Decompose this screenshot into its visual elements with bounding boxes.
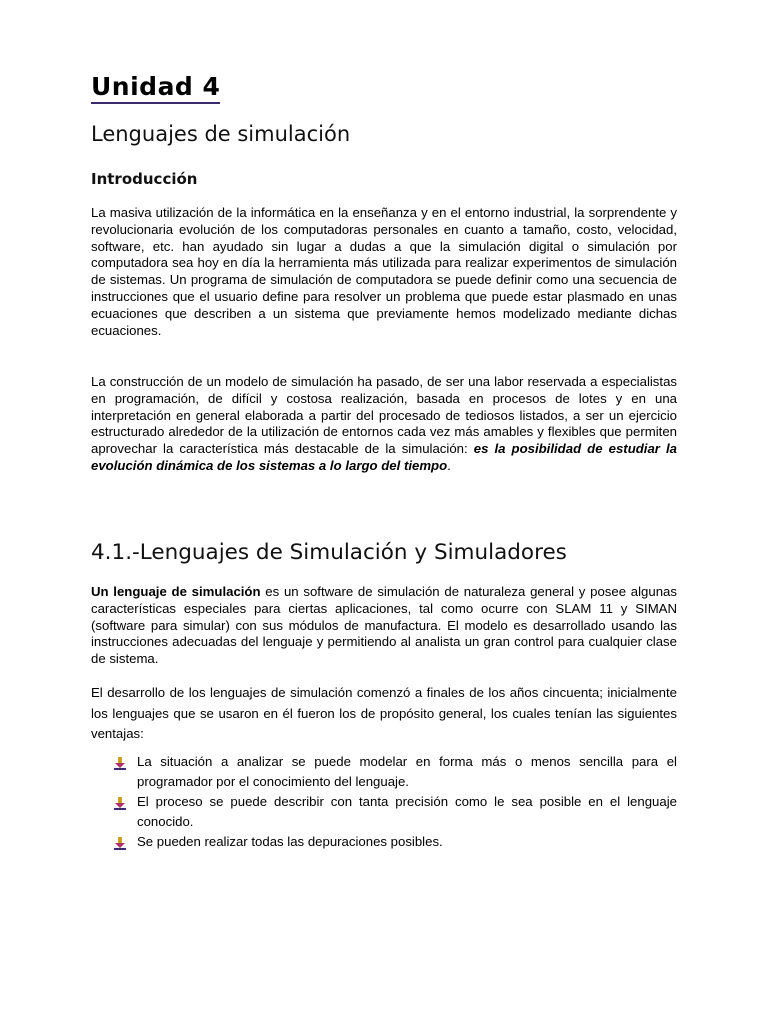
section-heading: 4.1.-Lenguajes de Simulación y Simuladores — [91, 540, 567, 565]
advantages-list — [91, 752, 677, 852]
list-item — [91, 792, 677, 832]
list-item-text: Se pueden realizar todas las depuraciones posibles. — [137, 834, 443, 849]
intro-paragraph-2-text: La construcción de un modelo de simulación ha pasado, de ser una labor reservada a especialistas en programación, de difícil y costosa realización, basada en procesos de lotes y en una interpretación en general elaborada a partir del procesado de tediosos listados, a ser un ejercicio estructurado alrededor de la utilización de entornos cada vez más amables y flexibles que permiten aprovechar la característica más destacable de la simulación: — [91, 374, 677, 457]
intro-paragraph-2 — [91, 374, 677, 475]
list-item — [91, 752, 677, 792]
arrow-bullet-icon — [113, 836, 127, 850]
chapter-title: Lenguajes de simulación — [91, 122, 351, 146]
list-item-text: El proceso se puede describir con tanta precisión como le sea posible en el lenguaje conocido. — [137, 794, 677, 829]
intro-paragraph-2-end: . — [447, 457, 451, 473]
list-item — [91, 832, 677, 852]
section-paragraph-2: El desarrollo de los lenguajes de simulación comenzó a finales de los años cincuenta; inicialmente los lenguajes que se usaron en él fueron los de propósito general, los cuales tenían las siguientes ventajas: — [91, 685, 677, 741]
intro-heading: Introducción — [91, 170, 198, 188]
section-paragraph-1 — [91, 584, 677, 668]
intro-paragraph-1: La masiva utilización de la informática en la enseñanza y en el entorno industrial, la sorprendente y revolucionaria evolución de los computadoras personales en cuanto a tamaño, costo, velocidad, software, etc. han ayudado sin lugar a dudas a que la simulación digital o simulación por computadora sea hoy en día la herramienta más utilizada para realizar experimentos de simulación de sistemas. Un programa de simulación de computadora se puede definir como una secuencia de instrucciones que el usuario define para resolver un problema que puede estar plasmado en unas ecuaciones que describen a un sistema que previamente hemos modelizado mediante dichas ecuaciones. — [91, 205, 677, 338]
list-item-text: La situación a analizar se puede modelar en forma más o menos sencilla para el programador por el conocimiento del lenguaje. — [137, 754, 677, 789]
arrow-bullet-icon — [113, 756, 127, 770]
section-paragraph-1-bold: Un lenguaje de simulación — [91, 584, 261, 599]
arrow-bullet-icon — [113, 796, 127, 810]
intro-paragraph-2-emphasis: es la posibilidad de estudiar la evolución dinámica de los sistemas a lo largo del tiempo — [91, 441, 677, 473]
section-paragraph-1-text: es un software de simulación de naturaleza general y posee algunas características especiales para ciertas aplicaciones, tal como ocurre con SLAM 11 y SIMAN (software para simular) con sus módulos de manufactura. El modelo es desarrollado usando las instrucciones adecuadas del lenguaje y permitiendo al analista un gran control para cualquier clase de sistema. — [91, 584, 677, 667]
unit-title: Unidad 4 — [91, 72, 220, 104]
